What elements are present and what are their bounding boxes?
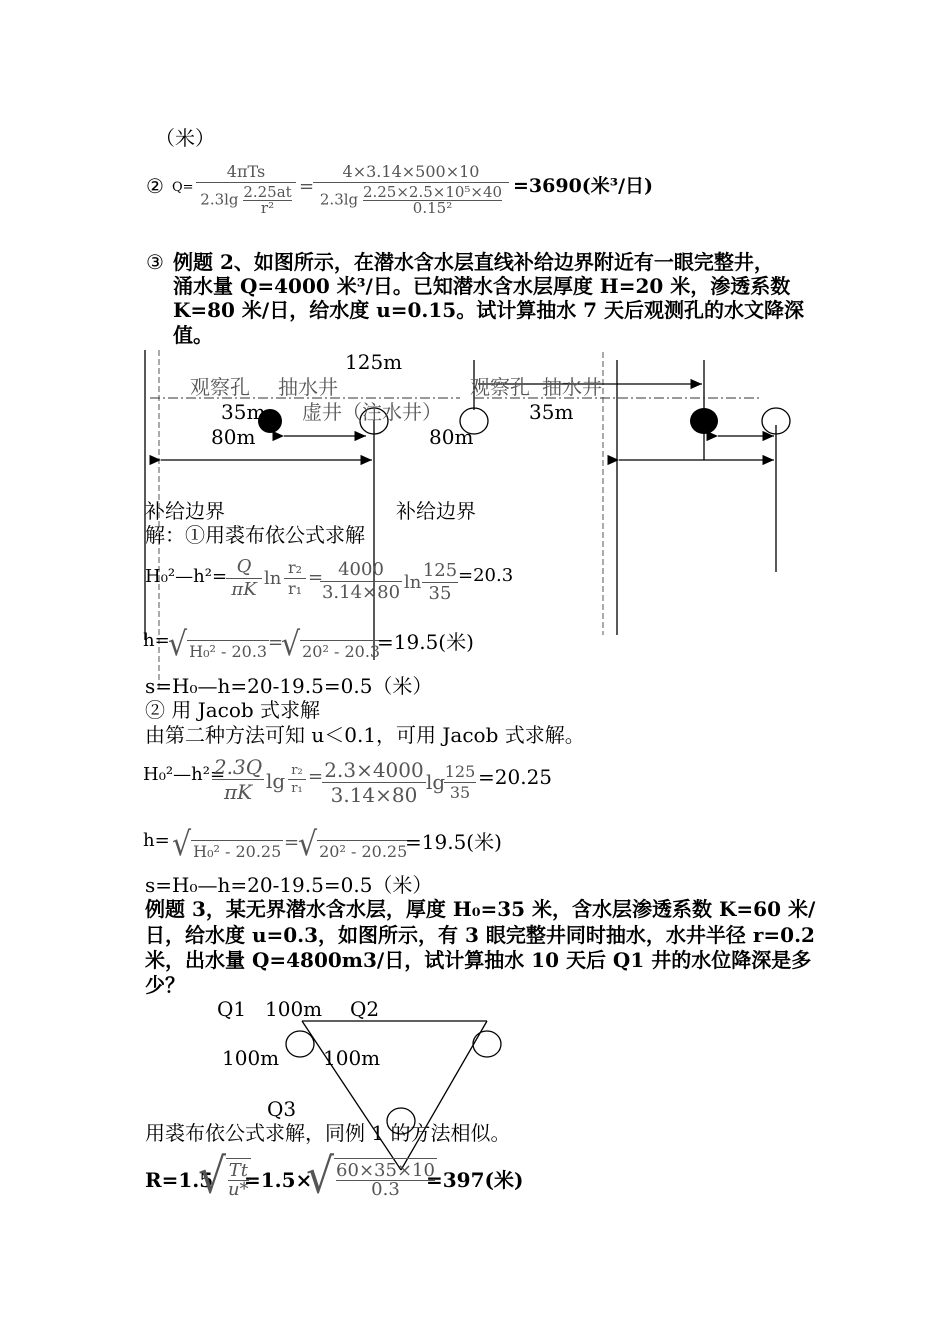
pump-well-right (690, 408, 718, 434)
r-result: =397(米) (426, 1168, 524, 1192)
label-q2: Q2 (350, 997, 380, 1021)
marker-2: ② (146, 174, 164, 198)
solution2-heading: ② 用 Jacob 式求解 (145, 698, 321, 722)
well-q2 (473, 1031, 501, 1057)
s1-frac-r: r₂ r₁ (284, 560, 306, 597)
label-pump-right: 抽水井 (542, 375, 602, 399)
fraction-theis-1: 4πTs 2.3lg $\frac{2.25at}{\text{r²}}$ (196, 164, 296, 216)
label-obs-left: 观察孔 (190, 375, 250, 399)
example2-line-2: 涌水量 Q=4000 米³/日。已知潜水含水层厚度 H=20 米，渗透系数 (173, 274, 791, 298)
s1-eq1-lhs: H₀²—h²= (145, 566, 228, 587)
label-dist-top: 100m (265, 997, 323, 1021)
label-35m-right: 35m (529, 400, 574, 424)
s2-eq1-lhs: H₀²—h²= (143, 764, 226, 785)
solution2-intro: 由第二种方法可知 u＜0.1，可用 Jacob 式求解。 (145, 723, 585, 747)
s2-eq2-result: =19.5(米) (405, 830, 502, 854)
example3-line-1: 例题 3，某无界潜水含水层，厚度 H₀=35 米，含水层渗透系数 K=60 米/ (145, 897, 816, 921)
s1-ln2: ln (404, 572, 422, 593)
example2-line-1: 例题 2、如图所示，在潜水含水层直线补给边界附近有一眼完整井， (173, 250, 774, 274)
solution1-heading: 解：①用裘布依公式求解 (145, 523, 365, 547)
s1-frac-125-35: 125 35 (422, 560, 458, 604)
s1-eq2-eq: = (268, 632, 284, 653)
q-label: Q= (172, 180, 194, 195)
s2-lg2: lg (426, 770, 446, 794)
fraction-theis-2: 4×3.14×500×10 2.3lg $\frac{\text{2.25×2.5×10⁵×40}}{\text{0.15²}}$ (313, 164, 509, 216)
label-boundary-right: 补给边界 (396, 499, 476, 523)
r-mid: =1.5× (244, 1168, 313, 1192)
example2-line-4: 值。 (173, 323, 213, 347)
s1-sqrt1: √ H₀² - 20.3 (168, 625, 268, 664)
s2-eq1-result: =20.25 (478, 765, 553, 789)
label-obs-right: 观察孔 (470, 375, 530, 399)
label-125m: 125m (345, 350, 403, 374)
s2-frac-4000: 2.3×4000 3.14×80 (322, 760, 426, 805)
s1-eq1-result: =20.3 (458, 565, 514, 586)
solution3-text: 用裘布依公式求解，同例 1 的方法相似。 (145, 1121, 511, 1145)
s1-eq2-result: =19.5(米) (377, 630, 474, 654)
example3-line-2: 日，给水度 u=0.3，如图所示，有 3 眼完整井同时抽水，水井半径 r=0.2 (145, 923, 815, 947)
s2-eq: = (308, 766, 324, 787)
s1-ln: ln (264, 568, 282, 589)
example2-line-3: K=80 米/日，给水度 u=0.15。试计算抽水 7 天后观测孔的水文降深 (173, 298, 805, 322)
unit-line: （米） (155, 126, 215, 150)
label-dist-right: 100m (323, 1046, 381, 1070)
eq2-equals: = (299, 176, 315, 197)
r-sqrt1: √ $\frac{Tt}{u*}$ (198, 1148, 249, 1205)
s2-frac-2-3q: 2.3Q πK (213, 755, 263, 804)
s1-eq: = (308, 567, 324, 588)
label-80m-left: 80m (211, 425, 256, 449)
label-q3: Q3 (267, 1097, 297, 1121)
s1-sqrt2: √ 20² - 20.3 (281, 625, 381, 664)
s1-frac-q-pik: Q πK (226, 558, 262, 599)
label-dist-left: 100m (222, 1046, 280, 1070)
s2-eq2-eq: = (284, 832, 300, 853)
s2-eq3: s=H₀—h=20-19.5=0.5（米） (145, 873, 433, 897)
s1-frac-4000: 4000 3.14×80 (321, 559, 401, 603)
s2-frac-r: r₂ r₁ (288, 764, 306, 795)
s1-eq2-lhs: h= (143, 630, 170, 651)
r-lhs: R=1.5 (145, 1168, 214, 1192)
well-q1 (286, 1031, 314, 1057)
marker-3: ③ (146, 250, 164, 274)
eq2-result: =3690(米³/日) (513, 175, 654, 197)
s2-sqrt1: √ H₀² - 20.25 (172, 825, 282, 864)
label-80m-mid: 80m (429, 425, 474, 449)
r-sqrt2: √ $\frac{60\times 35\times 10}{0.3}$ (306, 1148, 435, 1205)
label-35m-left: 35m (221, 400, 266, 424)
label-pump-left: 抽水井 (278, 375, 338, 399)
label-boundary-left: 补给边界 (145, 499, 225, 523)
s2-sqrt2: √ 20² - 20.25 (298, 825, 408, 864)
s2-lg: lg (266, 769, 286, 793)
s2-frac-125-35: 125 35 (444, 762, 476, 802)
example3-line-4: 少？ (145, 973, 185, 997)
label-virtual-well: 虚井（注水井） (302, 400, 442, 424)
s1-eq3: s=H₀—h=20-19.5=0.5（米） (145, 674, 433, 698)
s2-eq2-lhs: h= (143, 830, 170, 851)
example3-line-3: 米，出水量 Q=4800m3/日，试计算抽水 10 天后 Q1 井的水位降深是多 (145, 948, 812, 972)
label-q1: Q1 (217, 997, 247, 1021)
